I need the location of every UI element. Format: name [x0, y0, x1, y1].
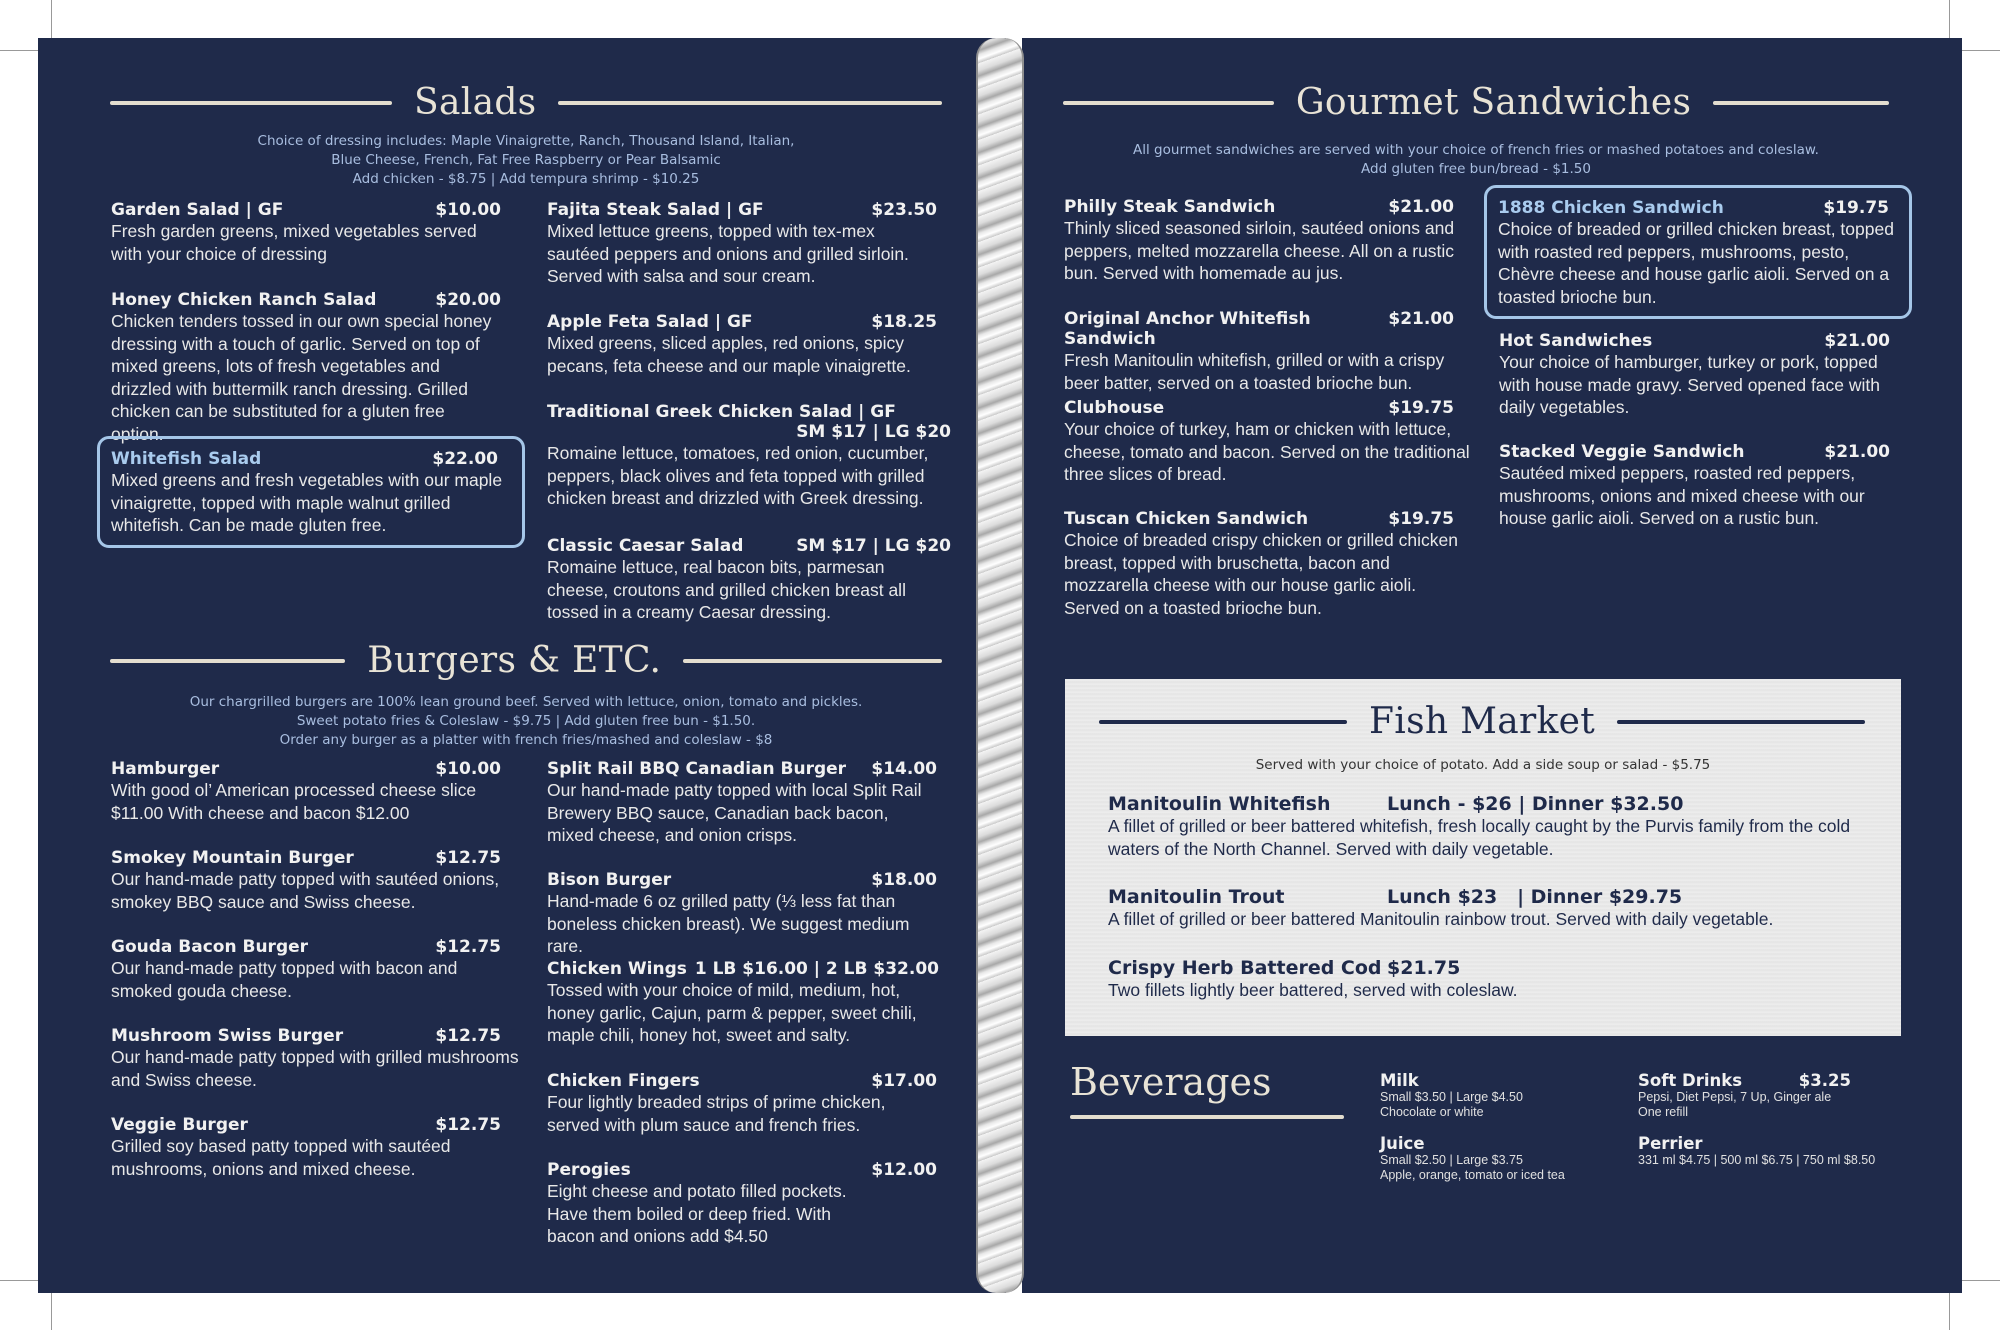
- crop-mark: [1949, 0, 1950, 38]
- menu-item: [547, 312, 937, 377]
- burgers-heading: [110, 640, 942, 681]
- item-description: Mixed greens, sliced apples, red onions, spicy pecans, feta cheese and our maple vinaigrette.: [547, 333, 911, 376]
- salads-intro: [110, 132, 942, 189]
- item-name: Tuscan Chicken Sandwich: [1064, 509, 1309, 529]
- item-description: Our hand-made patty topped with bacon and smoked gouda cheese.: [111, 958, 458, 1001]
- burgers-intro: [110, 693, 942, 750]
- salads-intro-line: Add chicken - $8.75 | Add tempura shrimp - $10.25: [352, 171, 700, 187]
- item-name: Classic Caesar Salad: [547, 536, 744, 556]
- item-description: Fresh garden greens, mixed vegetables served with your choice of dressing: [111, 221, 477, 264]
- item-price: $23.50: [871, 200, 937, 220]
- sandwiches-intro-line: Add gluten free bun/bread - $1.50: [1361, 161, 1591, 177]
- item-description: A fillet of grilled or beer battered Manitoulin rainbow trout. Served with daily vegetable.: [1108, 909, 1774, 929]
- item-price: $19.75: [1388, 509, 1454, 529]
- menu-item: [111, 200, 501, 265]
- menu-item: [111, 1026, 519, 1091]
- burgers-intro-line: Sweet potato fries & Coleslaw - $9.75 | Add gluten free bun - $1.50.: [296, 713, 756, 729]
- item-price: $12.00: [871, 1160, 937, 1180]
- beverage-item: [1380, 1134, 1610, 1183]
- menu-item: [1108, 957, 1868, 1002]
- item-description: Choice of breaded or grilled chicken breast, topped with roasted red peppers, mushrooms, pesto, Chèvre cheese and house garlic aioli. Served on a toasted brioche bun.: [1498, 219, 1894, 307]
- burgers-title: Burgers & ETC.: [367, 640, 662, 681]
- sandwiches-title: Gourmet Sandwiches: [1295, 82, 1692, 123]
- beverage-name: Milk: [1380, 1071, 1419, 1090]
- item-price: SM $17 | LG $20: [796, 422, 951, 442]
- menu-item: [111, 937, 501, 1002]
- item-description: Our hand-made patty topped with local Split Rail Brewery BBQ sauce, Canadian back bacon, mixed cheese, and onion crisps.: [547, 780, 922, 845]
- sandwiches-heading: [1063, 82, 1889, 123]
- item-name: Smokey Mountain Burger: [111, 848, 354, 868]
- beverage-detail: Small $2.50 | Large $3.75: [1380, 1153, 1523, 1167]
- beverage-detail: One refill: [1638, 1105, 1689, 1119]
- menu-item: [1064, 197, 1454, 285]
- beverage-detail: Pepsi, Diet Pepsi, 7 Up, Ginger ale: [1638, 1090, 1832, 1104]
- item-description: Our hand-made patty topped with grilled mushrooms and Swiss cheese.: [111, 1047, 519, 1090]
- item-price: $10.00: [435, 200, 501, 220]
- item-name: Hot Sandwiches: [1499, 331, 1653, 351]
- item-name: Bison Burger: [547, 870, 672, 890]
- menu-item: [111, 1115, 501, 1180]
- beverage-price: $3.25: [1798, 1071, 1851, 1090]
- item-price: Lunch $23 | Dinner $29.75: [1387, 886, 1683, 908]
- menu-item: [111, 759, 501, 824]
- item-name: Perogies: [547, 1160, 631, 1180]
- beverage-detail: Chocolate or white: [1380, 1105, 1484, 1119]
- menu-item: [547, 759, 937, 847]
- menu-item: [547, 959, 939, 1047]
- featured-menu-item: [97, 436, 525, 548]
- item-description: Tossed with your choice of mild, medium, hot, honey garlic, Cajun, parm & pepper, sweet chili, maple chili, honey hot, sweet and salty.: [547, 980, 917, 1045]
- item-price: $17.00: [871, 1071, 937, 1091]
- beverage-name: Soft Drinks: [1638, 1071, 1743, 1090]
- beverage-name: Perrier: [1638, 1134, 1703, 1153]
- menu-item: [1499, 331, 1890, 419]
- item-description: Mixed lettuce greens, topped with tex-mex sautéed peppers and onions and grilled sirloin. Served with salsa and sour cream.: [547, 221, 909, 286]
- menu-item: [111, 290, 501, 445]
- menu-item: [547, 536, 951, 624]
- item-name: Veggie Burger: [111, 1115, 248, 1135]
- crop-mark: [1962, 50, 2000, 51]
- beverage-item: [1380, 1071, 1610, 1120]
- item-description: Fresh Manitoulin whitefish, grilled or with a crispy beer batter, served on a toasted brioche bun.: [1064, 350, 1445, 393]
- item-description: Mixed greens and fresh vegetables with our maple vinaigrette, topped with maple walnut grilled whitefish. Can be made gluten free.: [111, 470, 503, 535]
- salads-heading: [110, 82, 942, 123]
- fish-market-title: Fish Market: [1369, 701, 1596, 742]
- crop-mark: [1949, 1293, 1950, 1330]
- beverage-detail: Small $3.50 | Large $4.50: [1380, 1090, 1523, 1104]
- item-price: $12.75: [435, 1026, 501, 1046]
- menu-item: [547, 402, 951, 510]
- item-name: Hamburger: [111, 759, 220, 779]
- item-name: Manitoulin Trout: [1108, 886, 1285, 908]
- item-price: $12.75: [435, 1115, 501, 1135]
- item-name: Split Rail BBQ Canadian Burger: [547, 759, 847, 779]
- crop-mark: [0, 1280, 38, 1281]
- item-name: Mushroom Swiss Burger: [111, 1026, 344, 1046]
- item-price: $21.00: [1824, 442, 1890, 462]
- item-price: $18.00: [871, 870, 937, 890]
- item-description: Our hand-made patty topped with sautéed onions, smokey BBQ sauce and Swiss cheese.: [111, 869, 500, 912]
- item-price: Lunch - $26 | Dinner $32.50: [1387, 793, 1684, 815]
- crop-mark: [51, 1293, 52, 1330]
- burgers-intro-line: Order any burger as a platter with french fries/mashed and coleslaw - $8: [279, 732, 773, 748]
- menu-item: [547, 1160, 937, 1248]
- item-description: With good ol’ American processed cheese slice $11.00 With cheese and bacon $12.00: [111, 780, 477, 823]
- item-price: $21.75: [1387, 957, 1461, 979]
- item-name: Philly Steak Sandwich: [1064, 197, 1276, 217]
- crop-mark: [51, 0, 52, 38]
- item-name: Crispy Herb Battered Cod: [1108, 957, 1382, 979]
- item-description: Hand-made 6 oz grilled patty (⅓ less fat than boneless chicken breast). We suggest medium rare.: [547, 891, 910, 956]
- item-name: Gouda Bacon Burger: [111, 937, 309, 957]
- item-name: Chicken Fingers: [547, 1071, 700, 1091]
- item-name: Fajita Steak Salad | GF: [547, 200, 764, 220]
- menu-item: [1064, 398, 1470, 486]
- salads-intro-line: Choice of dressing includes: Maple Vinaigrette, Ranch, Thousand Island, Italian,: [257, 133, 795, 149]
- item-description: A fillet of grilled or beer battered whitefish, fresh locally caught by the Purvis family from the cold waters of the North Channel. Served with daily vegetable.: [1108, 816, 1851, 859]
- item-name: Apple Feta Salad | GF: [547, 312, 753, 332]
- item-name: Traditional Greek Chicken Salad | GF: [547, 402, 896, 422]
- item-description: Your choice of turkey, ham or chicken with lettuce, cheese, tomato and bacon. Served on the traditional three slices of bread.: [1064, 419, 1470, 484]
- crop-mark: [0, 50, 38, 51]
- item-description: Your choice of hamburger, turkey or pork, topped with house made gravy. Served opened face with daily vegetables.: [1499, 352, 1881, 417]
- menu-item: [1108, 886, 1868, 931]
- salads-intro-line: Blue Cheese, French, Fat Free Raspberry or Pear Balsamic: [331, 152, 721, 168]
- item-description: Romaine lettuce, real bacon bits, parmesan cheese, croutons and grilled chicken breast all tossed in a creamy Caesar dressing.: [547, 557, 906, 622]
- item-description: Sautéed mixed peppers, roasted red peppers, mushrooms, onions and mixed cheese with our house garlic aioli. Served on a rustic bun.: [1499, 463, 1865, 528]
- sandwiches-intro: [1063, 141, 1889, 179]
- item-price: $18.25: [871, 312, 937, 332]
- fish-market-box: [1065, 679, 1901, 1036]
- beverage-item: [1638, 1134, 1898, 1168]
- item-price: $20.00: [435, 290, 501, 310]
- menu-item: [547, 870, 937, 958]
- beverages-underline: [1070, 1115, 1344, 1119]
- item-name: 1888 Chicken Sandwich: [1498, 198, 1724, 218]
- menu-item: [547, 200, 937, 288]
- menu-item: [1064, 509, 1458, 619]
- rope-divider: [976, 38, 1024, 1293]
- beverages-title: Beverages: [1070, 1060, 1272, 1104]
- sandwiches-intro-line: All gourmet sandwiches are served with your choice of french fries or mashed potatoes and coleslaw.: [1133, 142, 1819, 158]
- beverage-detail: 331 ml $4.75 | 500 ml $6.75 | 750 ml $8.50: [1638, 1153, 1876, 1167]
- item-name: Clubhouse: [1064, 398, 1165, 418]
- item-description: Four lightly breaded strips of prime chicken, served with plum sauce and french fries.: [547, 1092, 886, 1135]
- item-description: Two fillets lightly beer battered, served with coleslaw.: [1108, 980, 1518, 1000]
- beverage-item: [1638, 1071, 1851, 1120]
- menu-item: [1064, 309, 1454, 394]
- item-price: $19.75: [1388, 398, 1454, 418]
- crop-mark: [1962, 1280, 2000, 1281]
- item-price: $19.75: [1823, 198, 1889, 218]
- item-price: 1 LB $16.00 | 2 LB $32.00: [694, 959, 939, 979]
- item-description: Thinly sliced seasoned sirloin, sautéed onions and peppers, melted mozzarella cheese. All on a rustic bun. Served with homemade au jus.: [1064, 218, 1455, 283]
- item-price: $14.00: [871, 759, 937, 779]
- item-description: Romaine lettuce, tomatoes, red onion, cucumber, peppers, black olives and feta topped with grilled chicken breast and drizzled with Greek dressing.: [547, 443, 929, 508]
- beverage-detail: Apple, orange, tomato or iced tea: [1380, 1168, 1565, 1182]
- burgers-intro-line: Our chargrilled burgers are 100% lean ground beef. Served with lettuce, onion, tomato and pickles.: [189, 694, 863, 710]
- menu-item: [111, 848, 501, 913]
- item-name: Honey Chicken Ranch Salad: [111, 290, 377, 310]
- item-price: $21.00: [1824, 331, 1890, 351]
- item-price: $22.00: [432, 449, 498, 469]
- item-description: Eight cheese and potato filled pockets. Have them boiled or deep fried. With bacon and onions add $4.50: [547, 1181, 847, 1246]
- item-name: Whitefish Salad: [111, 449, 262, 469]
- item-description: Grilled soy based patty topped with sautéed mushrooms, onions and mixed cheese.: [111, 1136, 451, 1179]
- fish-market-intro: Served with your choice of potato. Add a side soup or salad - $5.75: [1255, 757, 1711, 773]
- salads-title: Salads: [414, 82, 537, 123]
- item-description: Chicken tenders tossed in our own special honey dressing with a touch of garlic. Served on top of mixed greens, lots of fresh vegetables and drizzled with buttermilk ranch dressing. Grilled chicken can be substituted for a gluten free option.: [111, 311, 492, 444]
- featured-menu-item: [1484, 185, 1912, 319]
- item-price: $21.00: [1388, 309, 1454, 329]
- item-description: Choice of breaded crispy chicken or grilled chicken breast, topped with bruschetta, bacon and mozzarella cheese with our house garlic aioli. Served on a toasted brioche bun.: [1064, 530, 1458, 618]
- item-price: SM $17 | LG $20: [796, 536, 951, 556]
- menu-item: [1108, 793, 1868, 860]
- item-name: Chicken Wings: [547, 959, 687, 979]
- item-price: $10.00: [435, 759, 501, 779]
- beverage-name: Juice: [1380, 1134, 1425, 1153]
- item-price: $12.75: [435, 937, 501, 957]
- item-name: Original Anchor Whitefish Sandwich: [1064, 309, 1311, 349]
- item-price: $21.00: [1388, 197, 1454, 217]
- item-name: Stacked Veggie Sandwich: [1499, 442, 1745, 462]
- item-name: Garden Salad | GF: [111, 200, 284, 220]
- fish-market-heading: [1099, 701, 1865, 742]
- menu-item: [547, 1071, 937, 1136]
- menu-item: [1499, 442, 1890, 530]
- item-name: Manitoulin Whitefish: [1108, 793, 1331, 815]
- item-price: $12.75: [435, 848, 501, 868]
